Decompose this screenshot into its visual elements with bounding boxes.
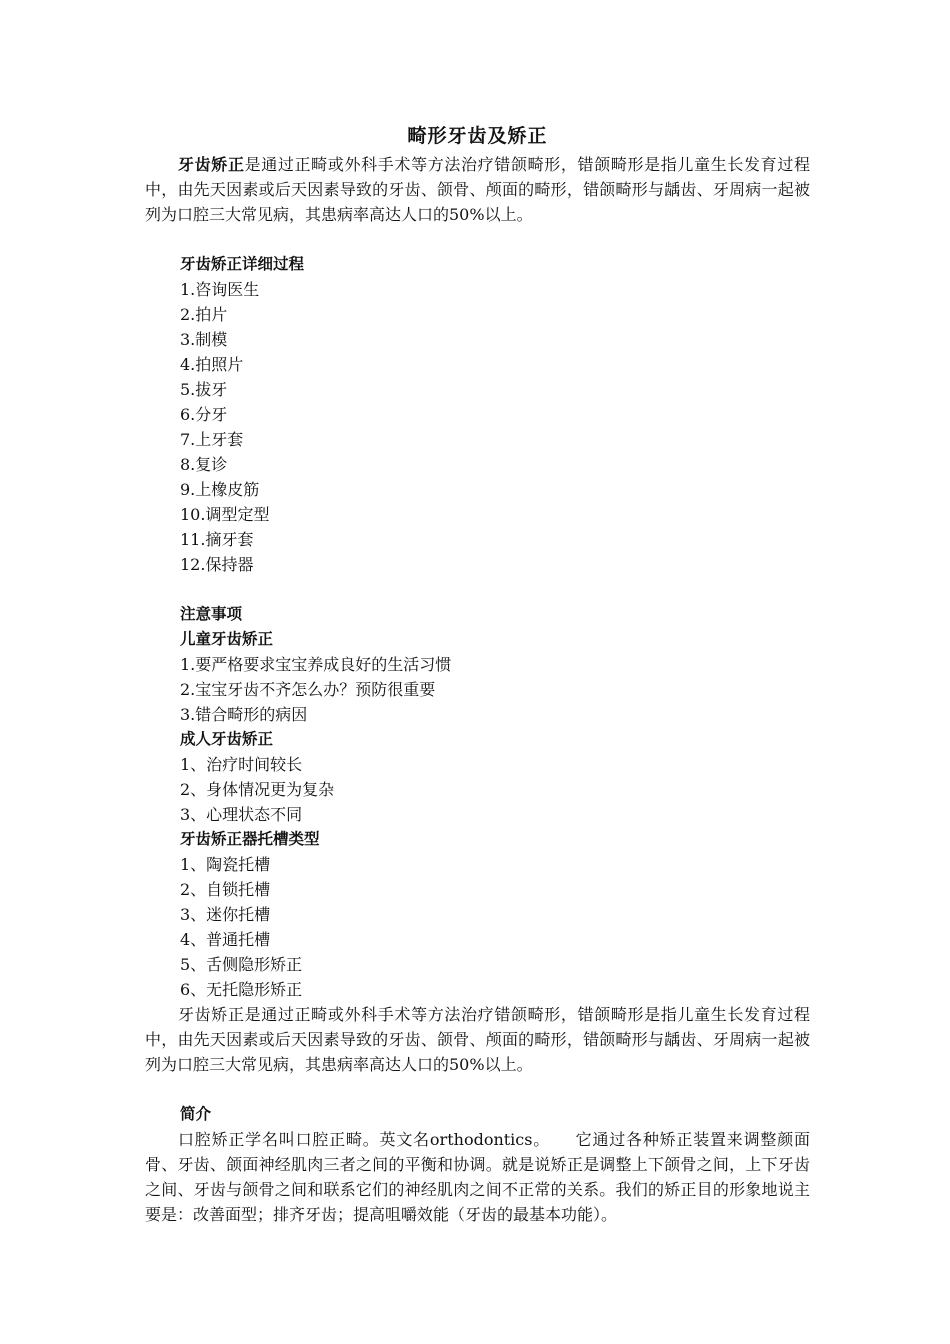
intro-text: 是通过正畸或外科手术等方法治疗错颌畸形，错颌畸形是指儿童生长发育过程中，由先天因素或后天因素导致的牙齿、颌骨、颅面的畸形，错颌畸形与龋齿、牙周病一起被列为口腔三大常见病，其患病率高达人口的50%以上。 xyxy=(145,155,810,224)
list-item: 2.宝宝牙齿不齐怎么办？预防很重要 xyxy=(180,680,436,699)
spacer xyxy=(145,227,810,252)
list-item: 4.拍照片 xyxy=(180,355,244,374)
list-item: 12.保持器 xyxy=(180,555,254,574)
adults-list xyxy=(145,752,810,827)
list-item: 4、普通托槽 xyxy=(180,930,271,949)
list-item: 1.咨询医生 xyxy=(180,280,260,299)
brackets-list xyxy=(145,852,810,1002)
list-item: 1、治疗时间较长 xyxy=(180,755,303,774)
summary-paragraph: 口腔矫正学名叫口腔正畸。英文名orthodontics。 它通过各种矫正装置来调整颜面骨、牙齿、颌面神经肌肉三者之间的平衡和协调。就是说矫正是调整上下颌骨之间，上下牙齿之间、牙齿与颌骨之间和联系它们的神经肌肉之间不正常的关系。我们的矫正目的形象地说主要是：改善面型；排齐牙齿；提高咀嚼效能（牙齿的最基本功能）。 xyxy=(145,1130,810,1224)
list-item: 9.上橡皮筋 xyxy=(180,480,260,499)
list-item: 3.错合畸形的病因 xyxy=(180,705,308,724)
list-item: 5.拔牙 xyxy=(180,380,228,399)
notes-heading: 注意事项 xyxy=(180,605,243,623)
list-item: 7.上牙套 xyxy=(180,430,244,449)
process-list xyxy=(145,277,810,577)
spacer xyxy=(145,1077,810,1102)
children-heading: 儿童牙齿矫正 xyxy=(180,630,274,648)
intro-lead: 牙齿矫正 xyxy=(178,155,245,174)
repeat-paragraph: 牙齿矫正是通过正畸或外科手术等方法治疗错颌畸形，错颌畸形是指儿童生长发育过程中，由先天因素或后天因素导致的牙齿、颌骨、颅面的畸形，错颌畸形与龋齿、牙周病一起被列为口腔三大常见病，其患病率高达人口的50%以上。 xyxy=(145,1005,810,1074)
list-item: 6.分牙 xyxy=(180,405,228,424)
list-item: 8.复诊 xyxy=(180,455,228,474)
list-item: 3、迷你托槽 xyxy=(180,905,271,924)
list-item: 2、身体情况更为复杂 xyxy=(180,780,335,799)
list-item: 3.制模 xyxy=(180,330,228,349)
adults-heading: 成人牙齿矫正 xyxy=(180,730,274,748)
list-item: 1、陶瓷托槽 xyxy=(180,855,271,874)
list-item: 6、无托隐形矫正 xyxy=(180,980,303,999)
document-page xyxy=(145,120,810,1227)
brackets-heading: 牙齿矫正器托槽类型 xyxy=(180,830,320,848)
list-item: 1.要严格要求宝宝养成良好的生活习惯 xyxy=(180,655,452,674)
list-item: 5、舌侧隐形矫正 xyxy=(180,955,303,974)
list-item: 3、心理状态不同 xyxy=(180,805,303,824)
document-title: 畸形牙齿及矫正 xyxy=(407,125,548,147)
list-item: 2、自锁托槽 xyxy=(180,880,271,899)
process-heading: 牙齿矫正详细过程 xyxy=(180,255,305,273)
intro-paragraph xyxy=(145,152,810,227)
list-item: 11.摘牙套 xyxy=(180,530,254,549)
summary-heading: 简介 xyxy=(180,1105,212,1123)
list-item: 2.拍片 xyxy=(180,305,228,324)
children-list xyxy=(145,652,810,727)
spacer xyxy=(145,577,810,602)
list-item: 10.调型定型 xyxy=(180,505,270,524)
